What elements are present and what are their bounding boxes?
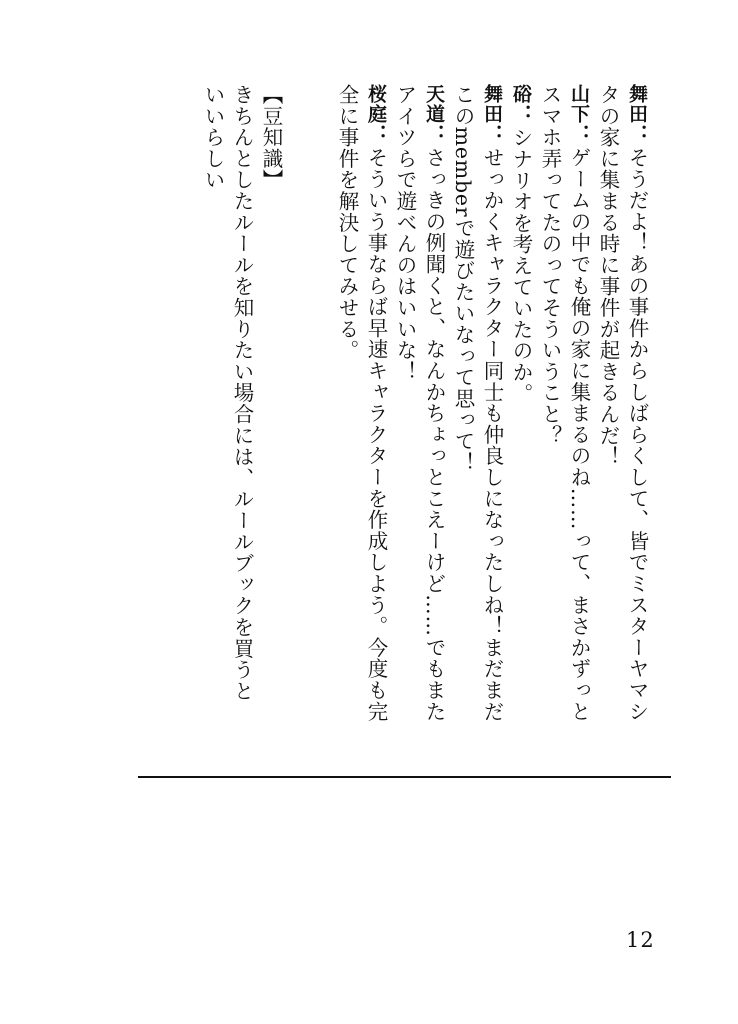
dialogue-text: さっきの例聞くと、なんかちょっとこえーけど……でもまた [422,146,446,723]
note-text: いいらしい [201,84,225,191]
speaker-name: 舞田 [481,84,503,124]
speaker-separator: ： [422,123,446,145]
dialogue-text: ゲームの中でも俺の家に集まるのね……って、まさかずっと [567,146,591,723]
dialogue-text: シナリオを考えていたのか。 [509,127,533,405]
speaker-separator: ： [364,123,388,145]
speaker-separator: ： [625,123,649,145]
dialogue-text: せっかくキャラクター同士も仲良しになったしね！まだまだ [480,146,504,723]
speaker-separator: ： [480,123,504,145]
speaker-name: 桜庭 [365,84,387,124]
dialogue-column-9 [390,84,420,764]
speaker-name: 硲 [510,84,532,104]
dialogue-text: そういう事ならば早速キャラクターを作成しよう。今度も完 [364,146,388,723]
note-heading: 【豆知識】 [259,84,283,191]
dialogue-text: アイツらで遊べんのはいいな！ [393,84,417,383]
dialogue-text: タの家に集まる時に事件が起きるんだ！ [596,84,620,468]
dialogue-column-3 [564,84,594,764]
dialogue-text: そうだよ！あの事件からしばらくして、皆でミスターヤマシ [625,146,649,723]
dialogue-column-2 [593,84,623,764]
speaker-separator: ： [509,103,533,126]
dialogue-column-10 [361,84,391,764]
note-column-3 [198,84,228,764]
speaker-separator: ： [567,123,591,145]
dialogue-column-6 [477,84,507,764]
note-text: きちんとしたルールを知りたい場合には、ルールブックを買うと [230,84,254,702]
speaker-name: 山下 [568,84,590,124]
dialogue-text: このmemberで遊びたいなって思って！ [451,84,475,474]
dialogue-column-1 [622,84,652,764]
separator-rule [138,776,671,778]
dialogue-column-11 [332,84,362,764]
dialogue-column-4 [535,84,565,764]
dialogue-column-8 [419,84,449,764]
dialogue-text: 全に事件を解決してみせる。 [335,84,359,361]
speaker-name: 舞田 [626,84,648,124]
page-number: 12 [626,928,655,952]
dialogue-column-7 [448,84,478,764]
note-column-2 [227,84,257,764]
note-column-1 [256,84,286,764]
speaker-name: 天道 [423,84,445,124]
dialogue-column-5 [506,84,536,764]
dialogue-text: スマホ弄ってたのってそういうこと？ [538,84,562,447]
